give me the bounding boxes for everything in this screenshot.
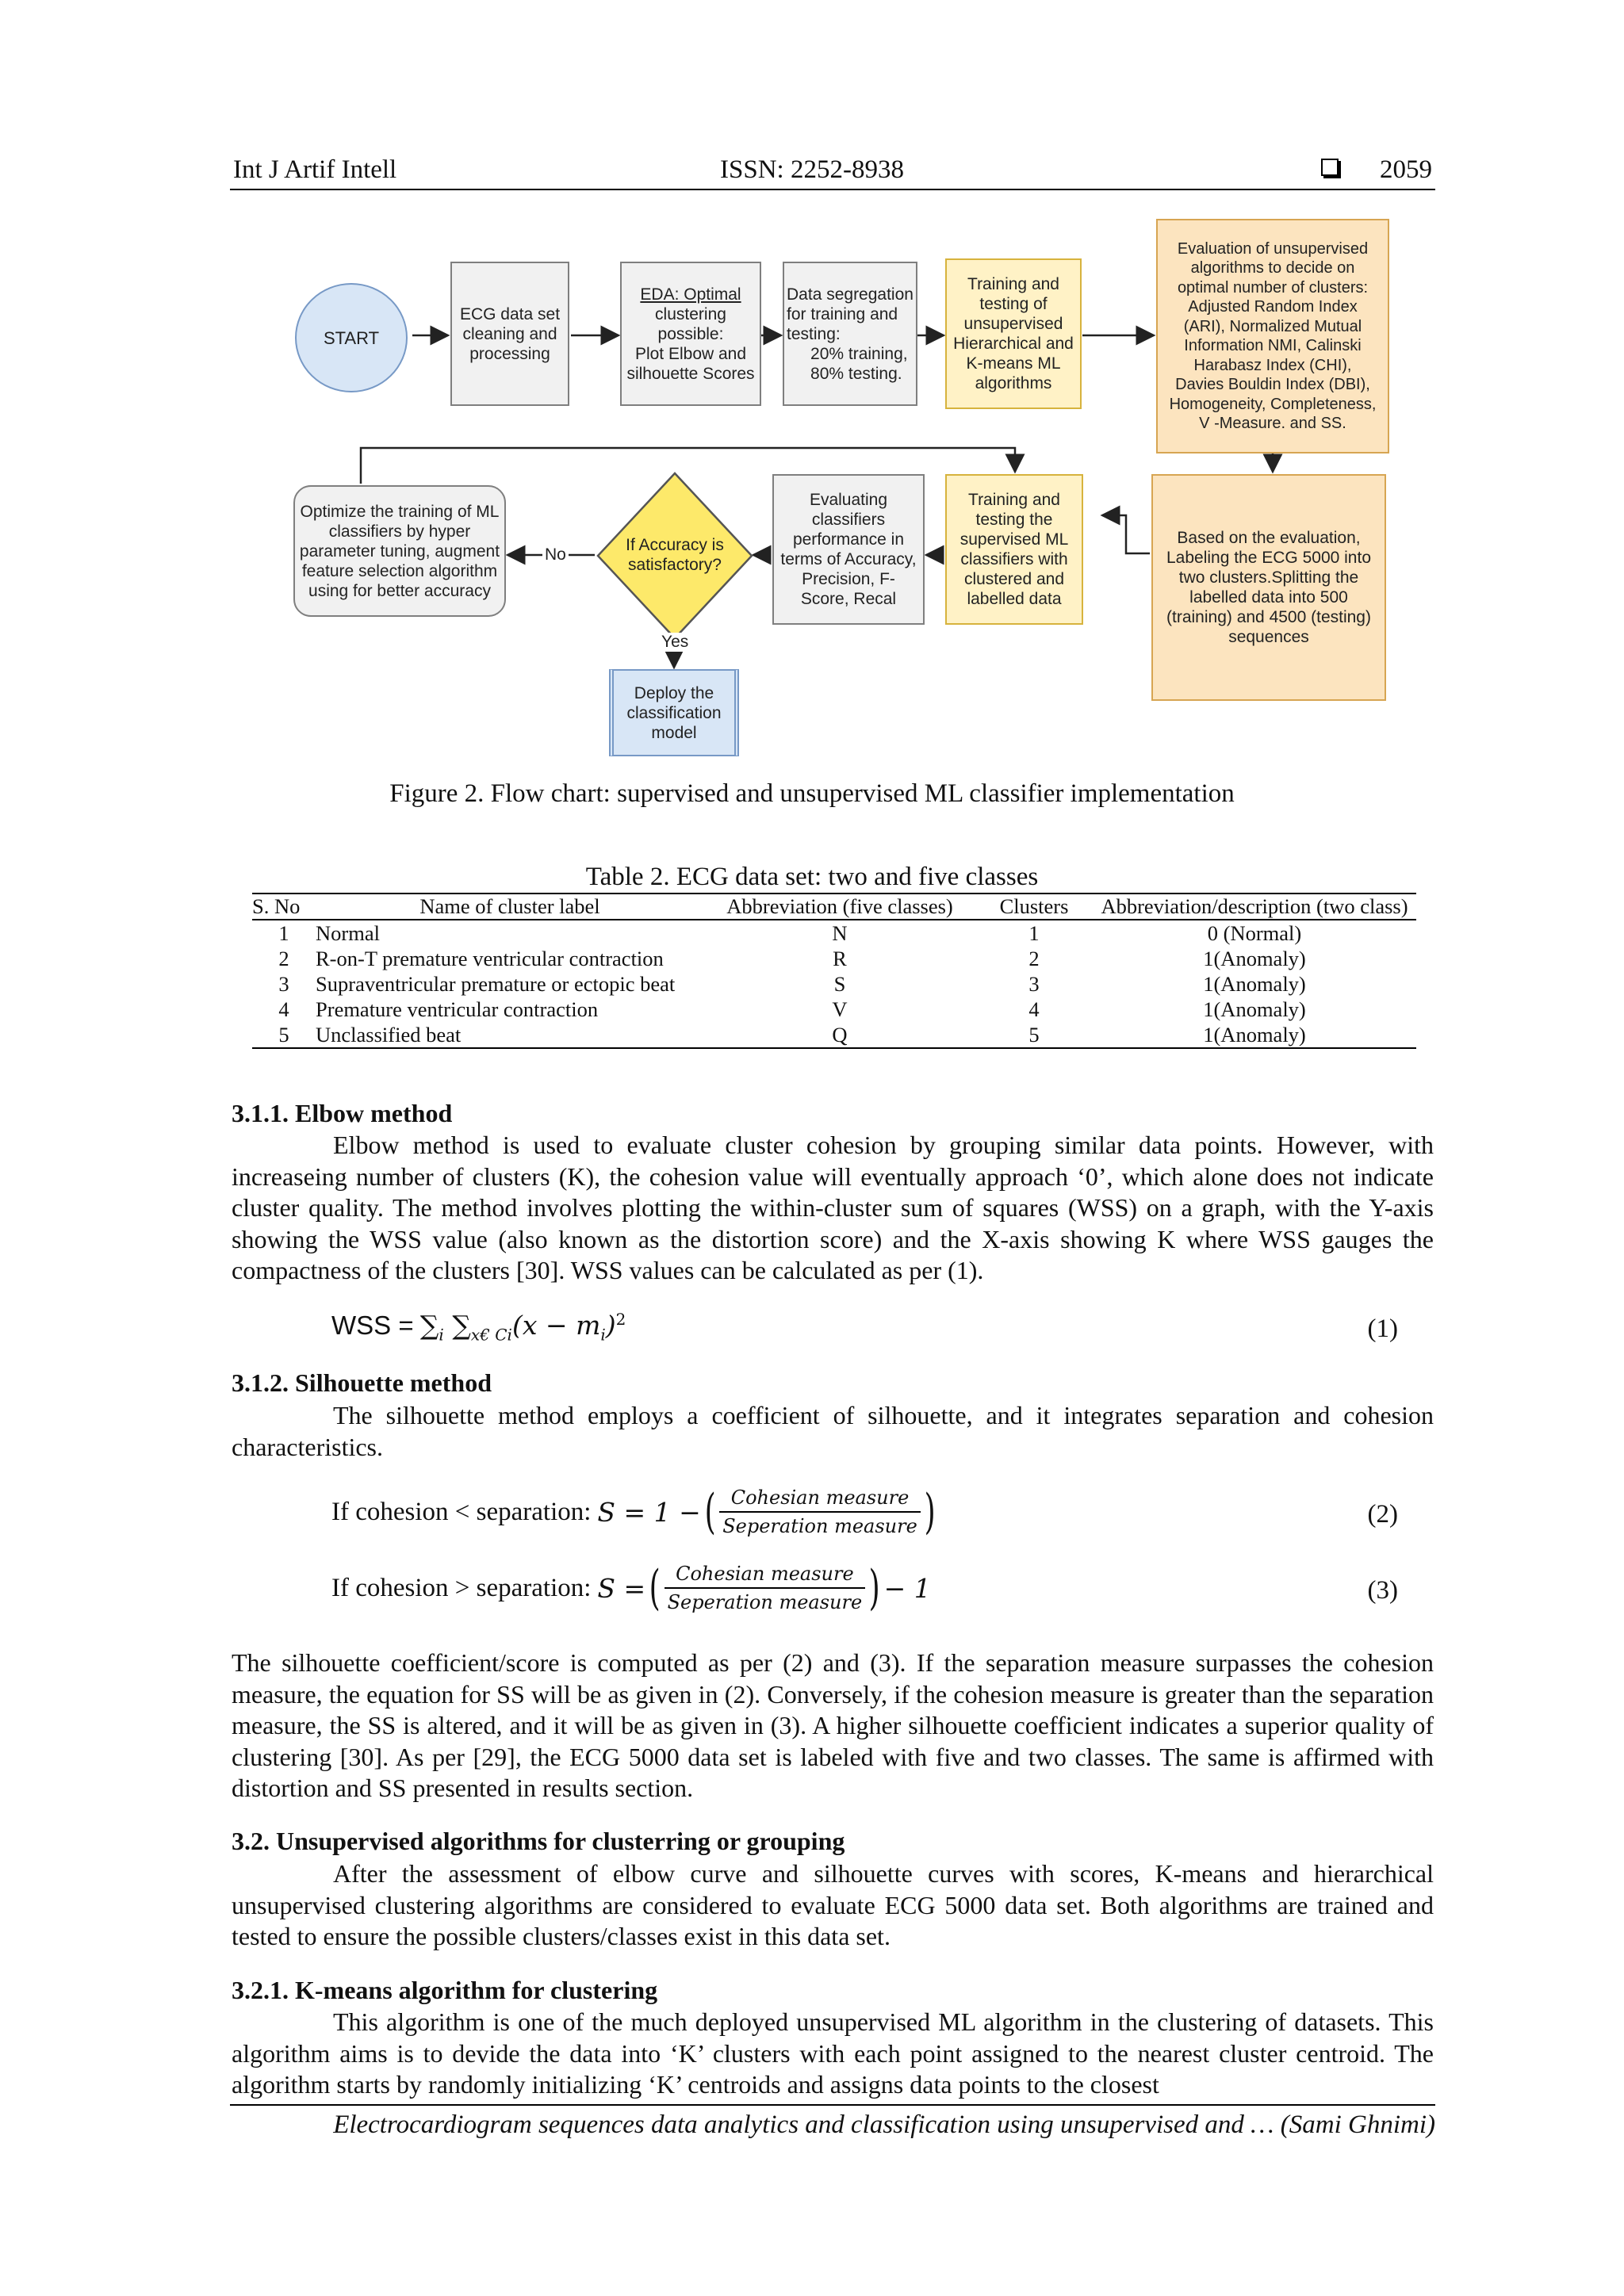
paragraph-text: Elbow method is used to evaluate cluster cohesion by grouping similar data points. However, with increaseing number of clusters (K), the cohesion value will eventually approach ‘0’, which alone does not indicate cluster quality. The method involves plotting the within-cluster sum of squares (WSS) on a graph, with the Y-axis showing the WSS value (also known as the distortion score) and the X-axis showing K where WSS gauges the compactness of the clusters [30]. WSS values can be calculated as per (1). (232, 1131, 1434, 1284)
box-line: processing (469, 344, 550, 363)
optimize-box (293, 485, 506, 617)
box-line: clustering (655, 304, 726, 323)
paragraph (232, 1858, 1434, 1953)
box-line: Evaluating (809, 491, 888, 509)
box-line: Davies Bouldin Index (DBI), (1175, 376, 1370, 393)
box-line: classifiers by hyper (328, 522, 471, 541)
box-line: Hierarchical and (953, 335, 1074, 353)
box-line: testing the (975, 511, 1053, 529)
table-cell: 4 (278, 997, 289, 1021)
paragraph-text: After the assessment of elbow curve and silhouette curves with scores, K-means and hierarchical unsupervised clustering algorithms are considered to evaluate ECG 5000 data set. Both algorithms are trained and tested to ensure the possible clusters/classes exist in this data set. (232, 1859, 1434, 1950)
start-label: START (323, 327, 380, 348)
table-cell: 1 (278, 921, 289, 945)
fraction (665, 1563, 866, 1613)
table-cell: 5 (975, 1022, 1093, 1048)
paragraph (232, 1130, 1434, 1287)
table-cell: R-on-T premature ventricular contraction (316, 947, 664, 970)
table-cell: 0 (Normal) (1207, 921, 1302, 945)
box-line: classifiers with (960, 550, 1068, 568)
page-number: 2059 (1380, 155, 1432, 184)
paragraph (232, 1400, 1434, 1463)
table-cell: Q (704, 1022, 975, 1048)
box-line: sequences (1228, 628, 1309, 646)
box-line: labelled data (967, 590, 1062, 608)
paragraph (232, 2007, 1434, 2101)
box-line: clustered and (963, 570, 1065, 588)
equation-prefix: If cohesion < separation: (331, 1497, 592, 1526)
table-cell: 3 (278, 972, 289, 996)
figure-caption: Figure 2. Flow chart: supervised and unsupervised ML classifier implementation (389, 779, 1235, 808)
box-line: cleaning and (462, 324, 557, 343)
box-line: Plot Elbow and (634, 344, 747, 363)
box-line: Deploy the (634, 683, 714, 702)
table-row (252, 946, 1416, 971)
data-table (252, 893, 1416, 1049)
segregation-box (783, 262, 917, 406)
paragraph-text: This algorithm is one of the much deployed unsupervised ML algorithm in the clustering of datasets. This algorithm aims is to devide the data into ‘K’ clusters with each point assigned to the nearest cluster centroid. The algorithm starts by randomly initializing ‘K’ centroids and assigns data points to the closest (232, 2007, 1434, 2099)
box-line: testing: (787, 324, 841, 343)
box-line: Based on the evaluation, (1177, 529, 1361, 547)
table-header: Abbreviation (five classes) (704, 894, 975, 920)
no-label: No (542, 545, 569, 564)
box-line: satisfactory? (628, 556, 722, 574)
box-line: Training and (967, 275, 1059, 293)
header-rule (230, 189, 1435, 190)
section-heading: 3.2. Unsupervised algorithms for clusterring or grouping (232, 1827, 845, 1855)
training-unsupervised-box (945, 258, 1082, 409)
box-line: V -Measure. and SS. (1199, 415, 1346, 432)
box-line: classifiers (811, 511, 886, 529)
box-line: Adjusted Random Index (1188, 298, 1358, 316)
table-cell: 2 (278, 947, 289, 970)
table-header: Name of cluster label (316, 894, 704, 920)
table-cell: 4 (1028, 997, 1040, 1021)
box-line: Harabasz Index (CHI), (1193, 356, 1352, 374)
footer-rule (230, 2104, 1435, 2106)
box-line: ECG data set (459, 304, 561, 323)
deploy-box (609, 669, 739, 756)
section-heading: 3.1.2. Silhouette method (232, 1368, 492, 1397)
table-cell: 1(Anomaly) (1203, 972, 1306, 996)
table-cell: 1(Anomaly) (1203, 947, 1306, 970)
equation-number: (1) (1367, 1314, 1398, 1343)
box-line: for training and (787, 304, 898, 323)
evaluating-box (772, 474, 925, 625)
labeling-box (1151, 474, 1386, 701)
equation-lhs: WSS = (331, 1311, 414, 1340)
box-line: Precision, F- (802, 570, 895, 588)
box-line: model (651, 723, 697, 742)
table-cell: 5 (252, 1022, 316, 1048)
issn: ISSN: 2252-8938 (720, 155, 904, 184)
evaluation-box (1156, 219, 1389, 453)
box-line: possible: (657, 324, 724, 343)
box-line: K-means ML (966, 354, 1061, 373)
box-line: EDA: Optimal (640, 285, 741, 304)
flowchart-figure (285, 214, 1396, 761)
table-cell: S (833, 972, 846, 996)
table-cell: 3 (1028, 972, 1040, 996)
paragraph-text: The silhouette method employs a coefficient of silhouette, and it integrates separation and cohesion characteristics. (232, 1401, 1434, 1461)
box-line: terms of Accuracy, (780, 550, 917, 568)
box-line: using for better accuracy (308, 581, 491, 600)
section-heading: 3.2.1. K-means algorithm for clustering (232, 1976, 658, 2004)
box-line: (training) and 4500 (testing) (1166, 608, 1371, 626)
box-line: If Accuracy is (626, 536, 724, 554)
equation-prefix: If cohesion > separation: (331, 1573, 592, 1602)
cleaning-box (450, 262, 569, 406)
running-footer: Electrocardiogram sequences data analytics and classification using unsupervised and … (Sami Ghnimi) (333, 2110, 1435, 2139)
box-line: supervised ML (959, 530, 1069, 549)
table-cell: N (832, 921, 848, 945)
box-line: 80% testing. (810, 364, 902, 383)
table-cell: 1(Anomaly) (1093, 1022, 1416, 1048)
fraction (719, 1487, 921, 1537)
table-cell: V (832, 997, 848, 1021)
table-cell: Supraventricular premature or ectopic beat (316, 972, 676, 996)
box-line: 20% training, (810, 344, 908, 363)
yes-label: Yes (661, 633, 689, 651)
box-line: parameter tuning, augment (299, 541, 500, 561)
box-line: Training and (968, 491, 1060, 509)
equation-number: (2) (1367, 1500, 1398, 1529)
paragraph (232, 1647, 1434, 1804)
box-line: Labeling the ECG 5000 into (1166, 549, 1372, 567)
section-heading: 3.1.1. Elbow method (232, 1099, 453, 1127)
paragraph-text: The silhouette coefficient/score is computed as per (2) and (3). If the separation measure surpasses the cohesion measure, the equation for SS will be as given in (2). Conversely, if the cohesion measure is greater than the separation measure, the SS is altered, and it will be as given in (3). A higher silhouette coefficient indicates a superior quality of clustering [30]. As per [29], the ECG 5000 data set is labeled with five and two classes. The same is affirmed with distortion and SS presented in results section. (232, 1648, 1434, 1802)
box-line: Optimize the training of ML (300, 502, 500, 521)
box-line: algorithms (975, 374, 1052, 392)
box-line: Homogeneity, Completeness, (1169, 395, 1377, 413)
table-row (252, 971, 1416, 997)
box-line: silhouette Scores (626, 364, 755, 383)
table-cell: Unclassified beat (316, 1022, 704, 1048)
running-journal-title: Int J Artif Intell (233, 155, 397, 184)
box-line: algorithms to decide on (1190, 259, 1355, 277)
training-supervised-box (945, 474, 1083, 625)
equation-3: If cohesion > separation: S = ( $\frac{\text{Cohesian measure}}{\text{Seperation measure}}$ ) − 1 (331, 1560, 931, 1616)
table-row (252, 1022, 1416, 1048)
fraction-numerator: Cohesian measure (719, 1487, 921, 1513)
fraction-denominator: Seperation measure (667, 1591, 863, 1613)
square-icon (1321, 159, 1339, 176)
box-line: labelled data into 500 (1189, 588, 1348, 607)
table-header: S. No (252, 894, 316, 920)
table-cell: 2 (1028, 947, 1040, 970)
equation-1: WSS = $\sum_i$ $\sum_{x€ Ci}(x - m_i)^2$ (331, 1310, 626, 1345)
box-line: Score, Recal (800, 590, 897, 608)
decision-label (612, 531, 737, 579)
table-cell: 1(Anomaly) (1203, 997, 1306, 1021)
equation-2: If cohesion < separation: S = 1 − ( $\frac{\text{Cohesian measure}}{\text{Seperation measure}}$ ) (331, 1484, 936, 1540)
table-header: Clusters (975, 894, 1093, 920)
table-header: Abbreviation/description (two class) (1093, 894, 1416, 920)
fraction-denominator: Seperation measure (722, 1515, 917, 1537)
fraction-numerator: Cohesian measure (665, 1563, 866, 1589)
table-row (252, 997, 1416, 1022)
box-line: optimal number of clusters: (1177, 278, 1369, 297)
table-cell: Premature ventricular contraction (316, 997, 599, 1021)
box-line: (ARI), Normalized Mutual (1183, 317, 1362, 335)
box-line: Information NMI, Calinski (1184, 337, 1362, 354)
table-caption: Table 2. ECG data set: two and five classes (585, 863, 1039, 891)
box-line: performance in (792, 530, 905, 549)
box-line: Data segregation (787, 285, 914, 304)
box-line: two clusters.Splitting the (1178, 568, 1359, 587)
eda-box (620, 262, 761, 406)
start-node (295, 283, 408, 392)
table-row (252, 920, 1416, 946)
box-line: classification (626, 703, 722, 722)
table-cell: R (833, 947, 847, 970)
table-header-row (252, 894, 1416, 920)
equation-number: (3) (1367, 1576, 1398, 1605)
box-line: unsupervised (963, 315, 1063, 333)
table-cell: 1 (1028, 921, 1040, 945)
box-line: Evaluation of unsupervised (1177, 239, 1369, 258)
box-line: testing of (979, 295, 1048, 313)
table-cell: Normal (316, 921, 380, 945)
box-line: feature selection algorithm (301, 561, 498, 580)
